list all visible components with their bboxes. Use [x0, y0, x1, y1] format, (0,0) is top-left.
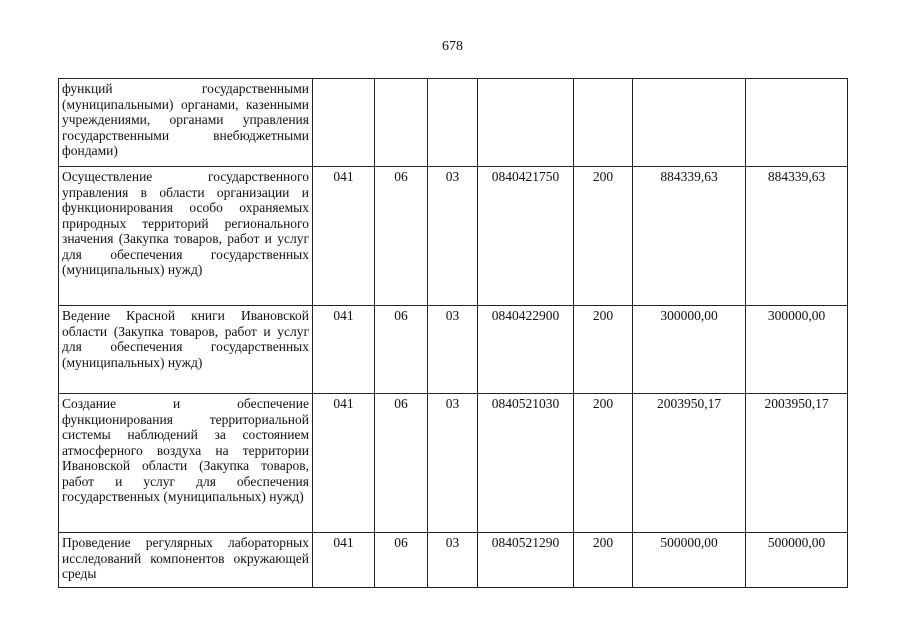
- table-row: [59, 533, 848, 588]
- section-code-cell: [375, 79, 428, 167]
- ministry-code-cell: 041: [313, 394, 375, 533]
- target-article-cell: 0840521030: [478, 394, 574, 533]
- description-cell: Осуществление государственного управления в области организации и функционирования особо охраняемых природных территорий регионального значения (Закупка товаров, работ и услуг для обеспечения государственных (муниципальных) нужд): [59, 167, 313, 306]
- amount-year-1-cell: 2003950,17: [633, 394, 746, 533]
- amount-year-2-cell: [746, 79, 848, 167]
- amount-year-2-cell: 300000,00: [746, 306, 848, 394]
- subsection-code-cell: 03: [428, 167, 478, 306]
- table-row: [59, 79, 848, 167]
- description-cell: функций государственными (муниципальными) органами, казенными учреждениями, органами управления государственными внебюджетными фондами): [59, 79, 313, 167]
- table-row: [59, 306, 848, 394]
- amount-year-1-cell: 500000,00: [633, 533, 746, 588]
- description-cell: Проведение регулярных лабораторных исследований компонентов окружающей среды: [59, 533, 313, 588]
- target-article-cell: 0840422900: [478, 306, 574, 394]
- amount-year-2-cell: 500000,00: [746, 533, 848, 588]
- section-code-cell: 06: [375, 306, 428, 394]
- subsection-code-cell: [428, 79, 478, 167]
- description-cell: Создание и обеспечение функционирования территориальной системы наблюдений за состоянием атмосферного воздуха на территории Ивановской области (Закупка товаров, работ и услуг для обеспечения государственных (муниципальных) нужд): [59, 394, 313, 533]
- subsection-code-cell: 03: [428, 306, 478, 394]
- ministry-code-cell: 041: [313, 533, 375, 588]
- amount-year-1-cell: [633, 79, 746, 167]
- expense-type-cell: 200: [574, 167, 633, 306]
- amount-year-2-cell: 884339,63: [746, 167, 848, 306]
- table-row: [59, 394, 848, 533]
- expense-type-cell: 200: [574, 533, 633, 588]
- subsection-code-cell: 03: [428, 394, 478, 533]
- target-article-cell: 0840421750: [478, 167, 574, 306]
- section-code-cell: 06: [375, 533, 428, 588]
- page-number: 678: [442, 39, 463, 54]
- section-code-cell: 06: [375, 167, 428, 306]
- subsection-code-cell: 03: [428, 533, 478, 588]
- target-article-cell: 0840521290: [478, 533, 574, 588]
- amount-year-1-cell: 884339,63: [633, 167, 746, 306]
- ministry-code-cell: 041: [313, 306, 375, 394]
- ministry-code-cell: [313, 79, 375, 167]
- section-code-cell: 06: [375, 394, 428, 533]
- expense-type-cell: 200: [574, 306, 633, 394]
- amount-year-2-cell: 2003950,17: [746, 394, 848, 533]
- target-article-cell: [478, 79, 574, 167]
- budget-table: [58, 78, 848, 588]
- description-cell: Ведение Красной книги Ивановской области (Закупка товаров, работ и услуг для обеспечения государственных (муниципальных) нужд): [59, 306, 313, 394]
- expense-type-cell: 200: [574, 394, 633, 533]
- ministry-code-cell: 041: [313, 167, 375, 306]
- table-row: [59, 167, 848, 306]
- expense-type-cell: [574, 79, 633, 167]
- amount-year-1-cell: 300000,00: [633, 306, 746, 394]
